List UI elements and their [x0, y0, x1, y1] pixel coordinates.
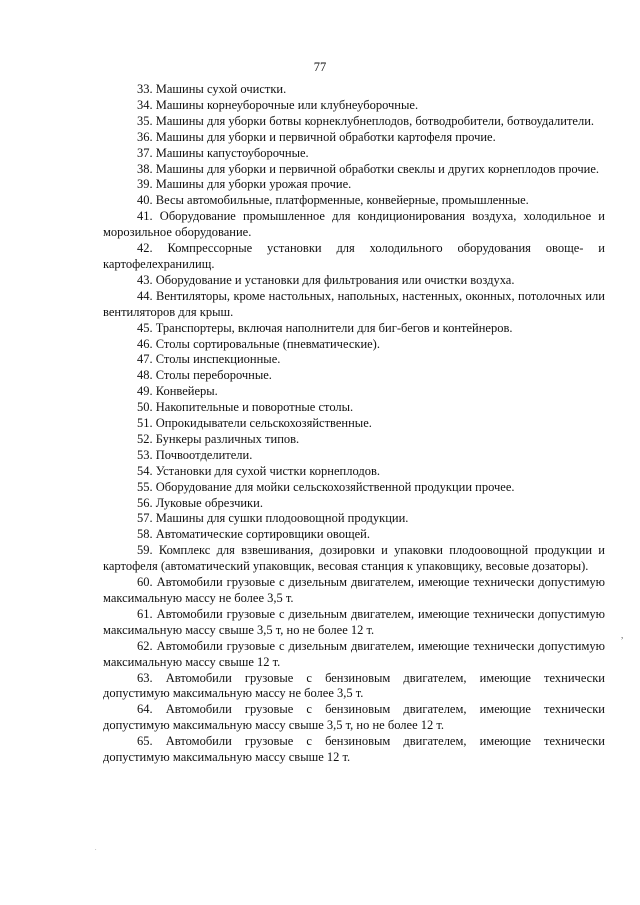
list-item: 33. Машины сухой очистки.: [137, 82, 287, 96]
equipment-list: [103, 82, 605, 766]
scan-dot: .: [95, 846, 97, 852]
list-item: 35. Машины для уборки ботвы корнеклубнеплодов, ботводробители, ботвоудалители.: [137, 113, 595, 128]
list-item: 55. Оборудование для мойки сельскохозяйственной продукции прочее.: [137, 479, 515, 494]
list-item: 45. Транспортеры, включая наполнители для биг-бегов и контейнеров.: [137, 320, 513, 335]
list-item: 36. Машины для уборки и первичной обработки картофеля прочие.: [137, 129, 496, 144]
list-item: 47. Столы инспекционные.: [137, 352, 281, 367]
list-item: 48. Столы переборочные.: [137, 368, 272, 383]
list-item: 37. Машины капустоуборочные.: [137, 145, 309, 160]
page-number: 77: [313, 60, 327, 74]
list-item: 57. Машины для сушки плодоовощной продукции.: [137, 511, 409, 526]
list-item: 49. Конвейеры.: [137, 384, 218, 399]
list-item: 50. Накопительные и поворотные столы.: [137, 400, 354, 415]
list-item: 53. Почвоотделители.: [137, 447, 253, 462]
list-item: 61. Автомобили грузовые с дизельным двигателем, имеющие технически допустимую максимальную массу свыше 3,5 т, но не более 12 т.: [103, 606, 605, 637]
list-item: 64. Автомобили грузовые с бензиновым двигателем, имеющие технически допустимую максимальную массу свыше 3,5 т, но не более 12 т.: [103, 702, 605, 733]
list-item: 43. Оборудование и установки для фильтрования или очистки воздуха.: [137, 272, 515, 287]
list-item: 40. Весы автомобильные, платформенные, конвейерные, промышленные.: [137, 193, 529, 208]
list-item: 41. Оборудование промышленное для кондиционирования воздуха, холодильное и морозильное оборудование.: [103, 209, 605, 240]
list-item: 54. Установки для сухой чистки корнеплодов.: [137, 463, 380, 478]
list-item: 60. Автомобили грузовые с дизельным двигателем, имеющие технически допустимую максимальную массу не более 3,5 т.: [103, 575, 605, 605]
list-item: 58. Автоматические сортировщики овощей.: [137, 527, 370, 542]
list-item: 52. Бункеры различных типов.: [137, 431, 300, 446]
list-item: 56. Луковые обрезчики.: [137, 495, 263, 510]
list-item: 46. Столы сортировальные (пневматические).: [137, 336, 380, 351]
list-item: 39. Машины для уборки урожая прочие.: [137, 177, 352, 192]
list-item: 63. Автомобили грузовые с бензиновым двигателем, имеющие технически допустимую максимальную массу не более 3,5 т.: [103, 670, 605, 701]
list-item: 42. Компрессорные установки для холодильного оборудования овоще- и картофелехранилищ.: [103, 241, 605, 271]
list-item: 34. Машины корнеуборочные или клубнеуборочные.: [137, 97, 419, 112]
list-item: 38. Машины для уборки и первичной обработки свеклы и других корнеплодов прочие.: [137, 161, 599, 176]
scan-mark: ,: [621, 630, 624, 640]
list-item: 62. Автомобили грузовые с дизельным двигателем, имеющие технически допустимую максимальную массу свыше 12 т.: [103, 638, 605, 669]
list-item: 59. Комплекс для взвешивания, дозировки и упаковки плодоовощной продукции и картофеля (автоматический упаковщик, весовая станция к упаковщику, весовые дозаторы).: [103, 543, 605, 574]
list-item: 65. Автомобили грузовые с бензиновым двигателем, имеющие технически допустимую максимальную массу свыше 12 т.: [103, 734, 605, 765]
list-item: 51. Опрокидыватели сельскохозяйственные.: [137, 416, 372, 431]
list-item: 44. Вентиляторы, кроме настольных, напольных, настенных, оконных, потолочных или вентиляторов для крыш.: [103, 288, 605, 319]
